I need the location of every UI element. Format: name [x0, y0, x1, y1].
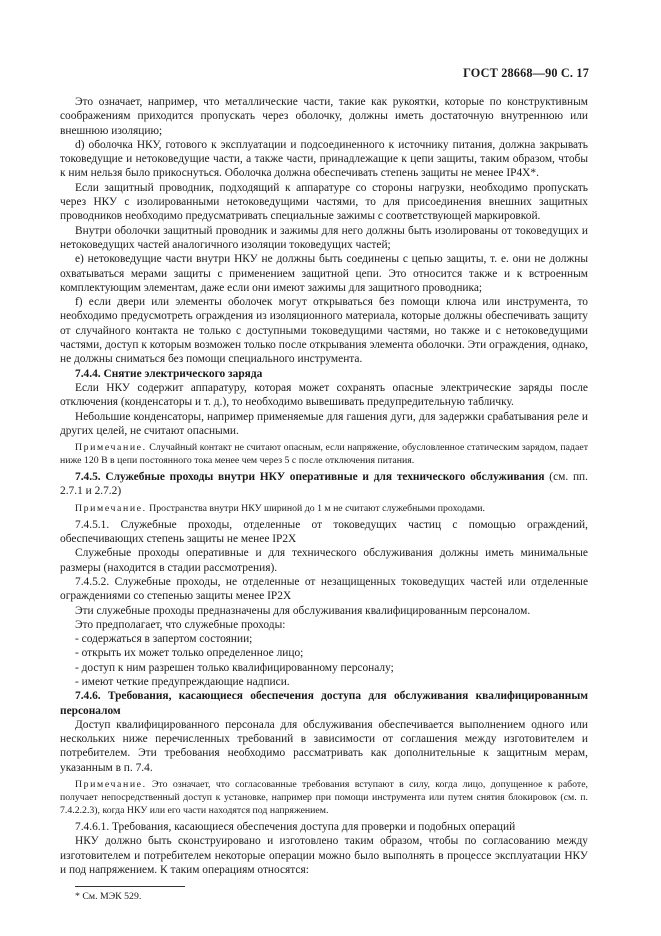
- list-item: - содержаться в запертом состоянии;: [75, 633, 253, 646]
- section-heading-ref: (см. пп. 2.7.1 и 2.7.2): [60, 471, 588, 498]
- paragraph: 7.4.5.1. Служебные проходы, отделенные от токоведущих частиц с помощью ограждений, обеспечивающих степень защиты не менее IP2X: [60, 518, 588, 546]
- note: [60, 441, 588, 467]
- note: [60, 502, 588, 515]
- footnote: * См. МЭК 529.: [75, 891, 142, 903]
- section-heading-7-4-5: [60, 470, 588, 499]
- note-text: Это означает, что согласованные требования вступают в силу, когда лицо, допущенное к работе, получает непосредственный доступ к установке, например при помощи инструмента или путем снятия блокировок (см. п. 7.4.2.2.3), когда НКУ или его части находятся под напряжением.: [60, 779, 588, 817]
- paragraph: Это означает, например, что металлические части, такие как рукоятки, которые по конструктивным соображениям приходится пропускать через оболочку, должны иметь достаточную внутреннюю или внешнюю изоляцию;: [60, 96, 588, 137]
- paragraph: Небольшие конденсаторы, например применяемые для гашения дуги, для задержки срабатывания реле и других целей, не считают опасными.: [60, 410, 588, 437]
- note-label: Примечание.: [75, 502, 147, 514]
- paragraph: f) если двери или элементы оболочек могут открываться без помощи ключа или инструмента, то необходимо предусмотреть ограждения из изоляционного материала, которые должны обеспечивать защиту от случайного контакта не только с доступными токоведущими частями, но также и с нетоковедущими частями, доступ к которым возможен только после открывания элемента оболочки. Эти ограждения, однако, не должны сниматься без помощи специального инструмента.: [60, 296, 588, 366]
- section-heading-7-4-6: 7.4.6. Требования, касающиеся обеспечения доступа для обслуживания квалифицированным персоналом: [60, 690, 588, 717]
- paragraph: НКУ должно быть сконструировано и изготовлено таким образом, чтобы по согласованию между изготовителем и потребителем некоторые операции можно было выполнять в процессе эксплуатации НКУ и под напряжением. К таким операциям относятся:: [60, 835, 588, 876]
- list-item: - имеют четкие предупреждающие надписи.: [75, 675, 290, 688]
- section-heading-7-4-4: 7.4.4. Снятие электрического заряда: [75, 367, 263, 380]
- note: [60, 778, 588, 817]
- paragraph: Внутри оболочки защитный проводник и зажимы для него должны быть изолированы от токоведущих и нетоковедущих частей аналогичного изоляции токоведущих частей;: [60, 224, 588, 251]
- note-label: Примечание.: [75, 779, 147, 791]
- list-item: - доступ к ним разрешен только квалифицированному персоналу;: [75, 661, 394, 674]
- section-heading-bold: 7.4.5. Служебные проходы внутри НКУ оперативные и для технического обслуживания: [75, 471, 545, 484]
- paragraph: Это предполагает, что служебные проходы:: [75, 618, 286, 631]
- footnote-rule: [75, 886, 185, 887]
- paragraph: Эти служебные проходы предназначены для обслуживания квалифицированным персоналом.: [75, 604, 531, 617]
- note-text: Пространства внутри НКУ шириной до 1 м не считают служебными проходами.: [149, 502, 485, 514]
- paragraph: Если защитный проводник, подходящий к аппаратуре со стороны нагрузки, необходимо пропускать через НКУ с изолированными нетоковедущими частями, то для присоединения внешних защитных проводников необходимо предусматривать специальные зажимы с соответствующей маркировкой.: [60, 181, 588, 223]
- page-body: [60, 95, 588, 903]
- paragraph: Служебные проходы оперативные и для технического обслуживания должны иметь минимальные размеры (находится в стадии рассмотрения).: [60, 547, 588, 574]
- note-text: Случайный контакт не считают опасным, если напряжение, обусловленное статическим зарядом, падает ниже 120 В в цепи постоянного тока менее чем через 5 с после отключения питания.: [60, 442, 588, 467]
- paragraph: Доступ квалифицированного персонала для обслуживания обеспечивается выполнением одного или нескольких ниже перечисленных требований в зависимости от соглашения между изготовителем и потребителем. Эти требования необходимо рассматривать как дополнительные к защитным мерам, указанным в п. 7.4.: [60, 718, 588, 774]
- list-item: - открыть их может только определенное лицо;: [75, 647, 304, 660]
- paragraph: d) оболочка НКУ, готового к эксплуатации и подсоединенного к источнику питания, должна закрывать токоведущие и нетоковедущие части, а также части, принадлежащие к цепи защиты, таким образом, чтобы к ним нельзя было прикоснуться. Оболочка должна обеспечивать степень защиты не менее IP4X*.: [60, 138, 588, 180]
- note-label: Примечание.: [75, 442, 147, 454]
- page-header: ГОСТ 28668—90 С. 17: [463, 66, 589, 80]
- paragraph: 7.4.5.2. Служебные проходы, не отделенные от незащищенных токоведущих частей или отделенные ограждениями со степенью защиты менее IP2X: [60, 575, 588, 603]
- paragraph: e) нетоковедущие части внутри НКУ не должны быть соединены с цепью защиты, т. е. они не должны охватываться мерами защиты с применением защитной цепи. Это относится также и к встроенным комплектующим элементам, даже если они имеют зажимы для защитного проводника;: [60, 253, 588, 294]
- paragraph: 7.4.6.1. Требования, касающиеся обеспечения доступа для проверки и подобных операций: [75, 821, 516, 834]
- paragraph: Если НКУ содержит аппаратуру, которая может сохранять опасные электрические заряды после отключения (конденсаторы и т. д.), то необходимо вывешивать предупредительную табличку.: [60, 381, 588, 409]
